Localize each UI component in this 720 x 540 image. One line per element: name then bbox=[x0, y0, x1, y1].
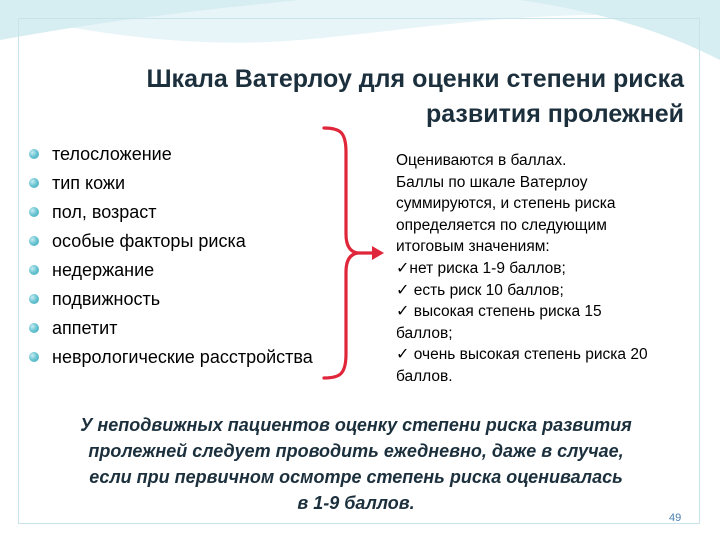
criteria-item bbox=[28, 343, 313, 372]
title-line-1: Шкала Ватерлоу для оценки степени риска bbox=[146, 65, 684, 93]
risk-level-item bbox=[396, 344, 696, 366]
criteria-label: недержание bbox=[52, 260, 155, 280]
note-line: если при первичном осмотре степень риска оценивалась bbox=[89, 467, 623, 487]
risk-level-continuation: баллов. bbox=[396, 367, 453, 385]
bullet-icon bbox=[29, 178, 39, 188]
note-line: в 1-9 баллов. bbox=[297, 493, 415, 513]
criteria-label: неврологические расстройства bbox=[52, 347, 313, 367]
criteria-label: аппетит bbox=[52, 318, 118, 338]
page-number: 49 bbox=[669, 512, 682, 524]
criteria-item bbox=[28, 227, 313, 256]
risk-level-item bbox=[396, 301, 696, 323]
criteria-item bbox=[28, 140, 313, 169]
criteria-item bbox=[28, 169, 313, 198]
bullet-icon bbox=[29, 265, 39, 275]
scoring-line: определяется по следующим bbox=[396, 216, 607, 234]
risk-level-continuation: баллов; bbox=[396, 324, 453, 342]
note-line: У неподвижных пациентов оценку степени риска развития bbox=[80, 415, 632, 435]
right-brace-arrow-icon bbox=[318, 122, 388, 384]
bullet-icon bbox=[29, 149, 39, 159]
criteria-item bbox=[28, 198, 313, 227]
criteria-item bbox=[28, 285, 313, 314]
criteria-label: пол, возраст bbox=[52, 202, 157, 222]
title-line-2: развития пролежней bbox=[425, 100, 684, 128]
criteria-label: тип кожи bbox=[52, 173, 126, 193]
assessment-note bbox=[36, 412, 676, 516]
criteria-list bbox=[28, 140, 313, 372]
bullet-icon bbox=[29, 207, 39, 217]
risk-level-item bbox=[396, 258, 696, 280]
check-icon: ✓ bbox=[396, 281, 410, 299]
risk-level-label: высокая степень риска 15 bbox=[409, 303, 602, 321]
criteria-item bbox=[28, 256, 313, 285]
check-icon: ✓ bbox=[396, 259, 410, 277]
criteria-item bbox=[28, 314, 313, 343]
check-icon: ✓ bbox=[396, 303, 410, 321]
risk-level-label: нет риска 1-9 баллов; bbox=[409, 259, 566, 277]
note-line: пролежней следует проводить ежедневно, даже в случае, bbox=[88, 441, 624, 461]
bullet-icon bbox=[29, 294, 39, 304]
bullet-icon bbox=[29, 352, 39, 362]
bullet-icon bbox=[29, 323, 39, 333]
scoring-line: Баллы по шкале Ватерлоу bbox=[396, 173, 588, 191]
scoring-line: Оцениваются в баллах. bbox=[396, 152, 567, 169]
criteria-label: подвижность bbox=[52, 289, 161, 309]
scoring-line: суммируются, и степень риска bbox=[396, 195, 616, 213]
criteria-label: телосложение bbox=[52, 144, 172, 164]
criteria-label: особые факторы риска bbox=[52, 231, 246, 251]
risk-level-label: есть риск 10 баллов; bbox=[409, 281, 564, 299]
risk-level-label: очень высокая степень риска 20 bbox=[409, 346, 648, 364]
check-icon: ✓ bbox=[396, 346, 410, 364]
risk-level-item bbox=[396, 280, 696, 302]
bullet-icon bbox=[29, 236, 39, 246]
scoring-line: итоговым значениям: bbox=[396, 238, 550, 256]
scoring-description bbox=[396, 150, 696, 388]
